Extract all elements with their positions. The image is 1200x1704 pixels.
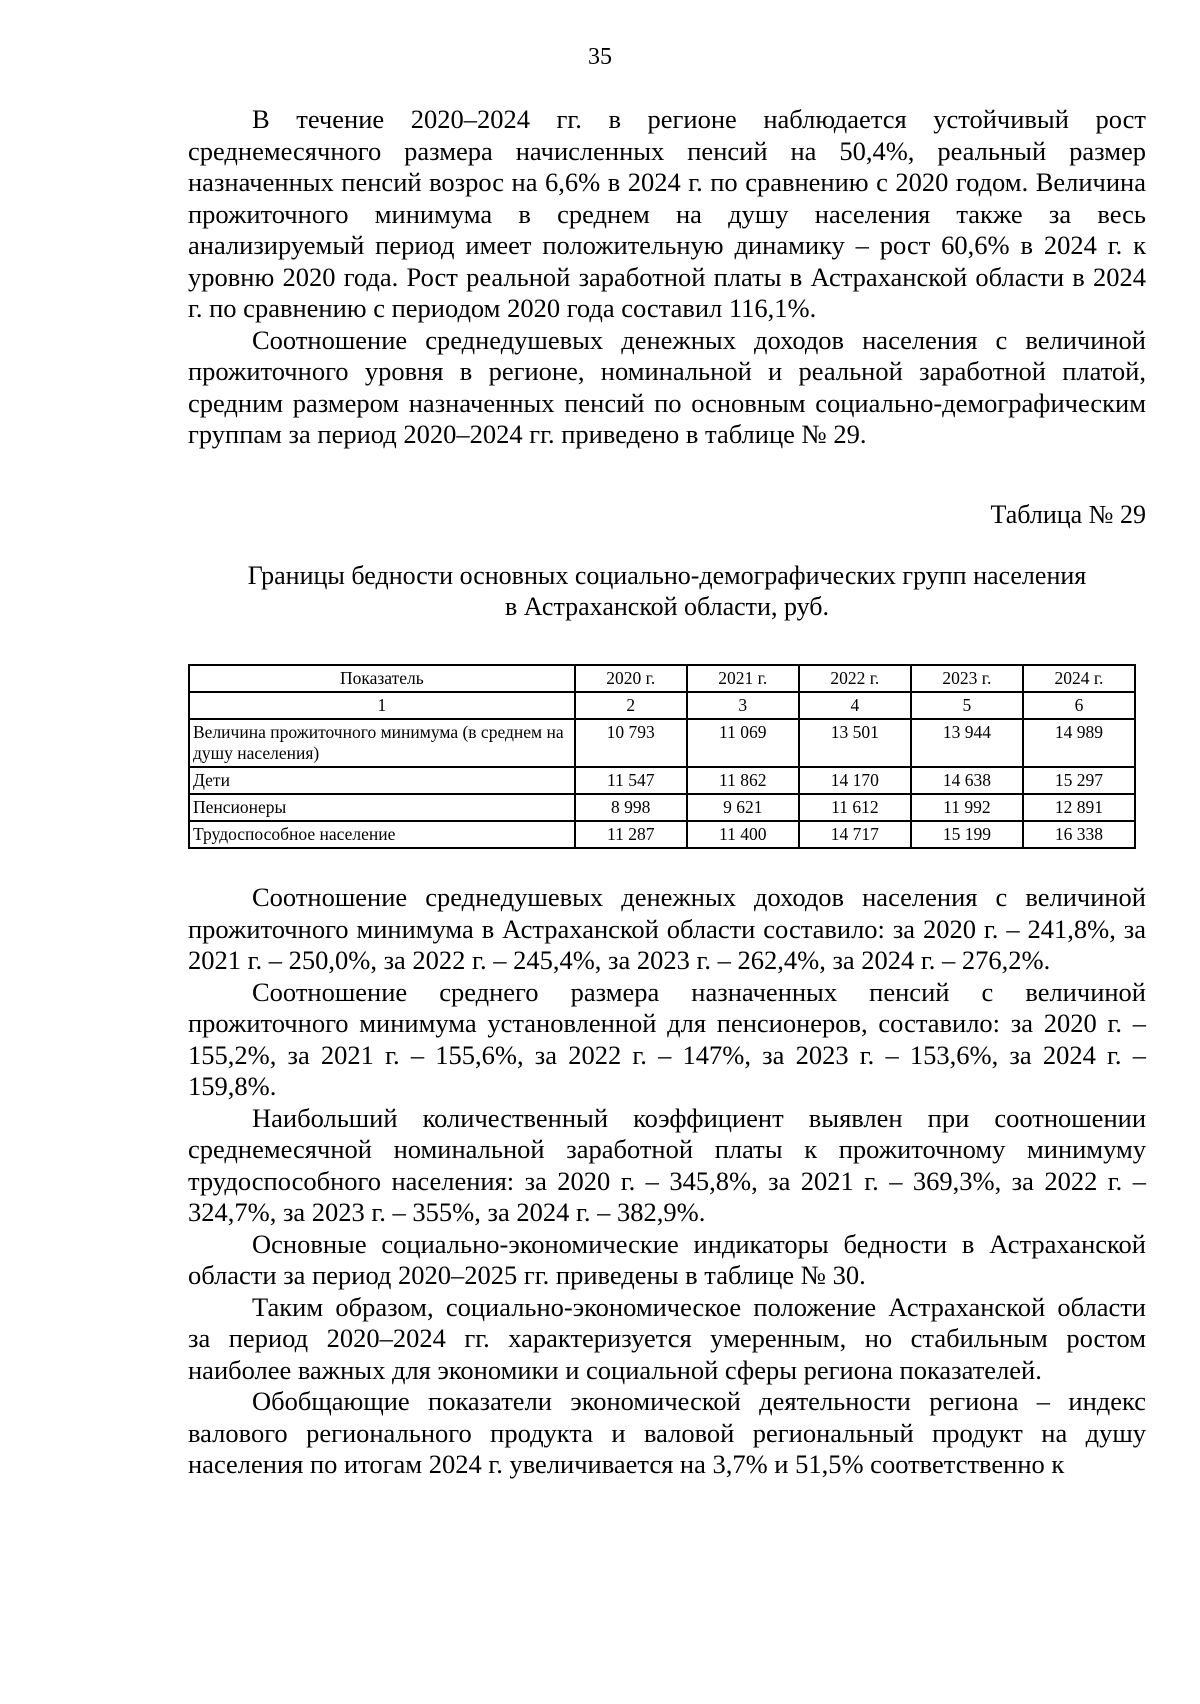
header-cell: 2024 г. [1023,665,1135,692]
row-label: Дети [189,767,575,794]
poverty-table [188,664,1136,849]
table-title-line: Границы бедности основных социально-демографических групп населения [247,561,1087,590]
table-cell: 14 170 [799,767,911,794]
table-cell: 16 338 [1023,821,1135,848]
header-cell: 2021 г. [687,665,799,692]
paragraph: Соотношение среднедушевых денежных доходов населения с величиной прожиточного уровня в регионе, номинальной и реальной заработной платой, средним размером назначенных пенсий по основным социально-демографическим группам за период 2020–2024 гг. приведено в таблице № 29. [188,324,1146,449]
paragraph: Наибольший количественный коэффициент выявлен при соотношении среднемесячной номинальной заработной платы к прожиточному минимуму трудоспособного населения: за 2020 г. – 345,8%, за 2021 г. – 369,3%, за 2022 г. – 324,7%, за 2023 г. – 355%, за 2024 г. – 382,9%. [188,1102,1146,1227]
table-cell: 13 501 [799,719,911,767]
table-cell: 12 891 [1023,794,1135,821]
table-header-row [189,665,1135,692]
table-cell: 10 793 [575,719,687,767]
column-number: 2 [575,692,687,719]
table-row [189,719,1135,767]
header-cell: 2023 г. [911,665,1023,692]
column-number: 1 [189,692,575,719]
paragraph: Основные социально-экономические индикаторы бедности в Астраханской области за период 2020–2025 гг. приведены в таблице № 30. [188,1228,1146,1290]
column-number: 3 [687,692,799,719]
column-number-row [189,692,1135,719]
paragraph: Таким образом, социально-экономическое положение Астраханской области за период 2020–2024 гг. характеризуется умеренным, но стабильным ростом наиболее важных для экономики и социальной сферы региона показателей. [188,1291,1146,1385]
row-label: Трудоспособное население [189,821,575,848]
table-cell: 15 297 [1023,767,1135,794]
table-cell: 14 638 [911,767,1023,794]
table-caption: Таблица № 29 [990,500,1146,529]
column-number: 4 [799,692,911,719]
table-cell: 15 199 [911,821,1023,848]
conclusion-text [188,882,1146,1481]
column-number: 5 [911,692,1023,719]
row-label: Величина прожиточного минимума (в среднем на душу населения) [189,719,575,767]
table-cell: 11 992 [911,794,1023,821]
table-cell: 14 717 [799,821,911,848]
table-row [189,821,1135,848]
table-title-line: в Астраханской области, руб. [505,592,829,621]
table-cell: 11 287 [575,821,687,848]
row-label: Пенсионеры [189,794,575,821]
table-cell: 11 547 [575,767,687,794]
paragraph: В течение 2020–2024 гг. в регионе наблюдается устойчивый рост среднемесячного размера начисленных пенсий на 50,4%, реальный размер назначенных пенсий возрос на 6,6% в 2024 г. по сравнению с 2020 годом. Величина прожиточного минимума в среднем на душу населения также за весь анализируемый период имеет положительную динамику – рост 60,6% в 2024 г. к уровню 2020 года. Рост реальной заработной платы в Астраханской области в 2024 г. по сравнению с периодом 2020 года составил 116,1%. [188,104,1146,323]
table-cell: 11 400 [687,821,799,848]
table-cell: 8 998 [575,794,687,821]
header-cell: 2020 г. [575,665,687,692]
table-row [189,794,1135,821]
column-number: 6 [1023,692,1135,719]
page-number: 35 [588,44,612,70]
intro-text [188,104,1146,451]
table-cell: 11 612 [799,794,911,821]
paragraph: Соотношение среднедушевых денежных доходов населения с величиной прожиточного минимума в Астраханской области составило: за 2020 г. – 241,8%, за 2021 г. – 250,0%, за 2022 г. – 245,4%, за 2023 г. – 262,4%, за 2024 г. – 276,2%. [188,882,1146,975]
header-cell: 2022 г. [799,665,911,692]
table-cell: 9 621 [687,794,799,821]
header-cell: Показатель [189,665,575,692]
table-cell: 14 989 [1023,719,1135,767]
table-cell: 11 069 [687,719,799,767]
table-cell: 11 862 [687,767,799,794]
table-title [188,560,1146,622]
table-cell: 13 944 [911,719,1023,767]
paragraph: Соотношение среднего размера назначенных пенсий с величиной прожиточного минимума установленной для пенсионеров, составило: за 2020 г. – 155,2%, за 2021 г. – 155,6%, за 2022 г. – 147%, за 2023 г. – 153,6%, за 2024 г. – 159,8%. [188,976,1146,1101]
table-row [189,767,1135,794]
paragraph: Обобщающие показатели экономической деятельности региона – индекс валового регионального продукта и валовой региональный продукт на душу населения по итогам 2024 г. увеличивается на 3,7% и 51,5% соответственно к [188,1386,1146,1479]
